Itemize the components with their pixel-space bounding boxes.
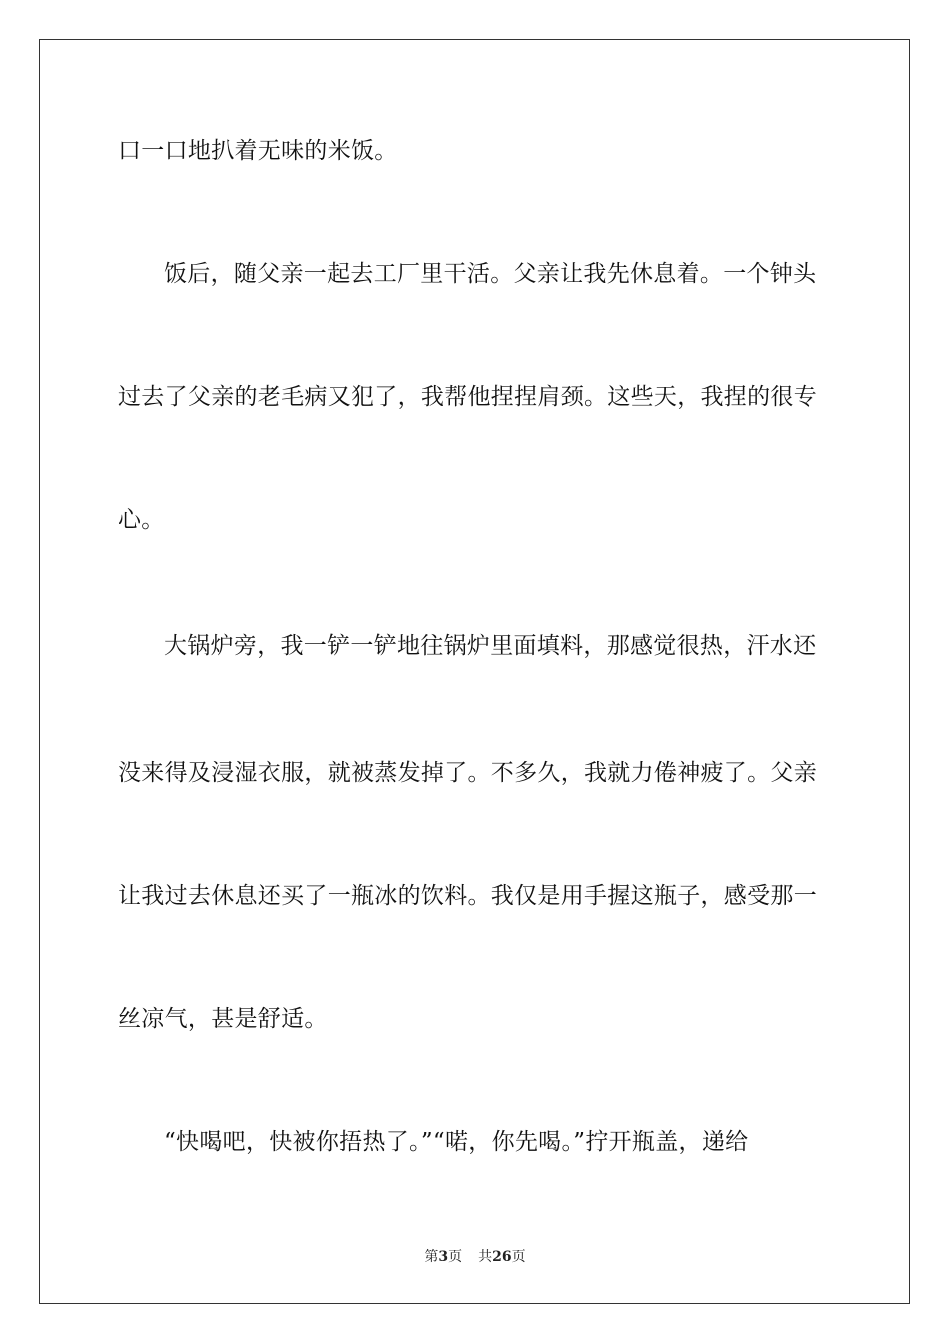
text-line-7: 让我过去休息还买了一瓶冰的饮料。我仅是用手握这瓶子，感受那一 — [118, 883, 817, 909]
page-total: 26 — [492, 1249, 512, 1265]
page-border — [39, 39, 910, 1304]
text-line-9: “快喝吧，快被你捂热了。”“喏，你先喝。”拧开瓶盖，递给 — [164, 1129, 749, 1155]
text-line-6: 没来得及浸湿衣服，就被蒸发掉了。不多久，我就力倦神疲了。父亲 — [118, 760, 817, 786]
page-current: 3 — [438, 1249, 449, 1265]
total-prefix: 共 — [478, 1249, 493, 1265]
text-line-2: 饭后，随父亲一起去工厂里干活。父亲让我先休息着。一个钟头 — [164, 261, 817, 287]
text-line-8: 丝凉气，甚是舒适。 — [118, 1006, 328, 1032]
page-suffix: 页 — [448, 1249, 463, 1265]
total-suffix: 页 — [511, 1249, 526, 1265]
text-line-4: 心。 — [118, 507, 165, 533]
page-prefix: 第 — [424, 1249, 439, 1265]
page-footer — [0, 1246, 950, 1266]
text-line-1: 口一口地扒着无味的米饭。 — [118, 138, 398, 164]
text-line-5: 大锅炉旁，我一铲一铲地往锅炉里面填料，那感觉很热，汗水还 — [164, 633, 817, 659]
text-line-3: 过去了父亲的老毛病又犯了，我帮他捏捏肩颈。这些天，我捏的很专 — [118, 384, 817, 410]
